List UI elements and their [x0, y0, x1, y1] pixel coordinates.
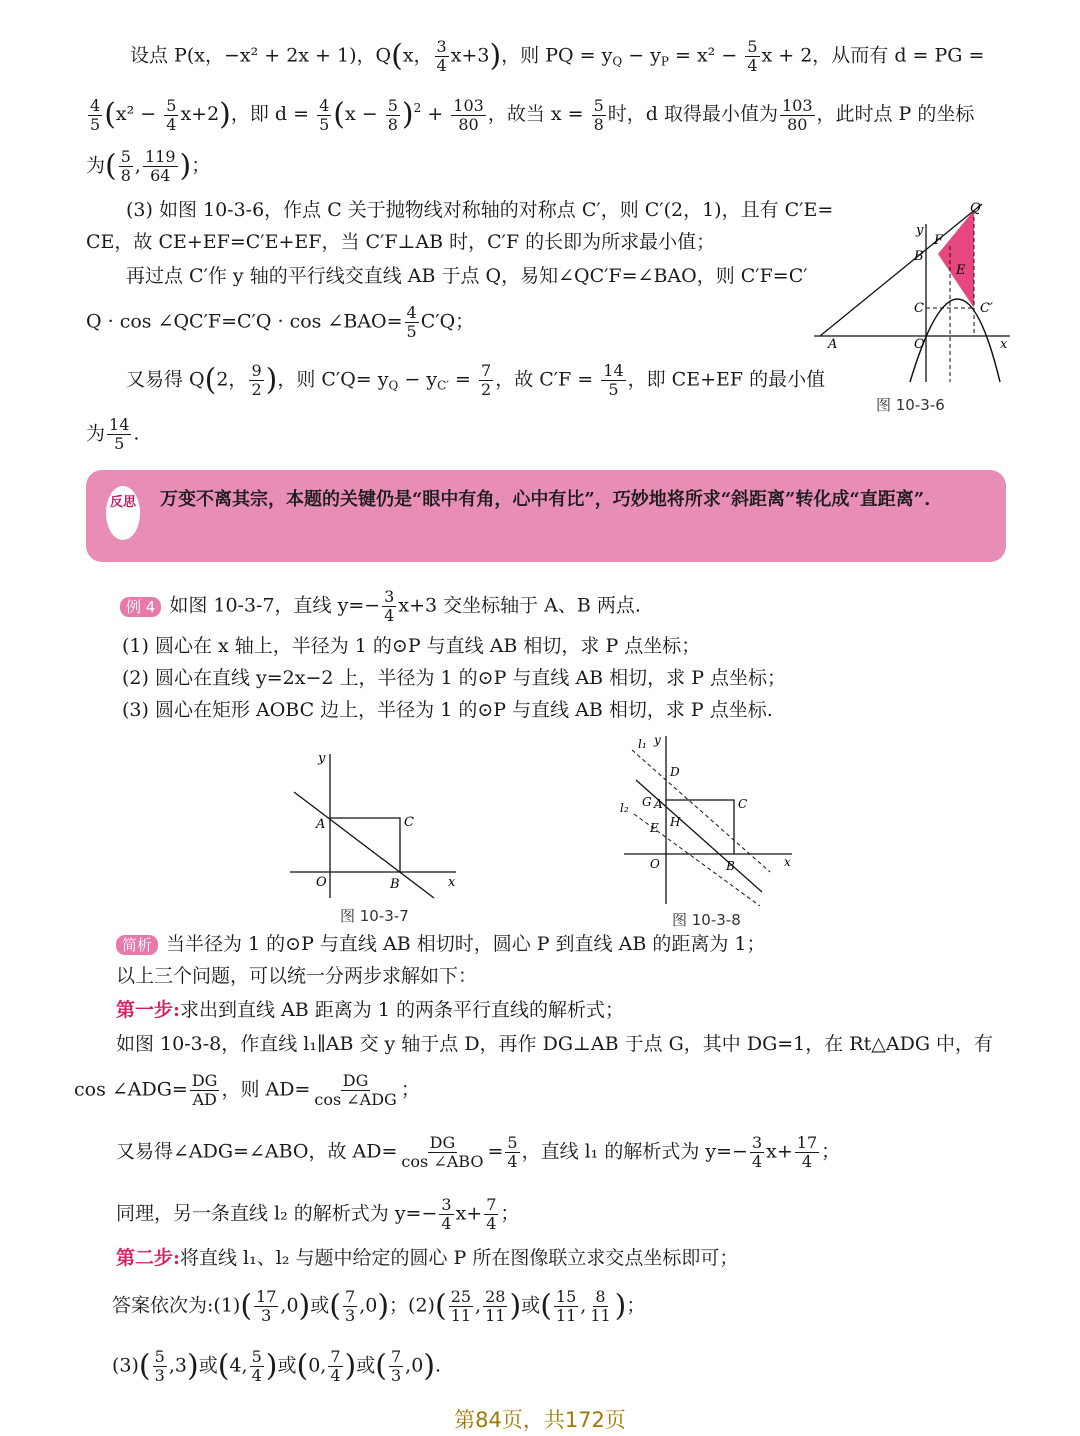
example-intro [120, 588, 641, 625]
label-c: C [738, 797, 748, 811]
fraction: $\frac{4}{5}$ [406, 303, 417, 341]
fraction: $\frac{5}{4}$ [251, 1347, 262, 1385]
label-l2: l₂ [620, 801, 629, 815]
solution-line-4: (3) 如图 10-3-6，作点 C 关于抛物线对称轴的对称点 C′，则 C′(2，1)，且有 C′E= [126, 199, 834, 221]
label-e: E [956, 263, 966, 278]
label-c: C [914, 301, 924, 316]
solution-line-1: 设点 P(x，−x² + 2x + 1)，Q(x， $\frac{3}{4}$ x+3)，则 PQ = $y_Q - y_P = x^2$ − $\frac{5}{4}$ x + 2，从而有 d = PG = [130, 37, 985, 75]
example-badge: 例 4 [120, 597, 161, 617]
fraction: $\frac{7}{4}$ [330, 1347, 341, 1385]
text: 或 [521, 1294, 541, 1317]
label-l1: l₁ [638, 737, 647, 751]
fraction: $\frac{9}{2}$ [251, 361, 262, 399]
text: 又易得∠ADG=∠ABO，故 AD= [116, 1140, 398, 1163]
solution-line-9 [86, 416, 139, 453]
text: 2， [216, 368, 248, 391]
fraction: $\frac{DG}{AD}$ [191, 1071, 218, 1109]
fraction: $\frac{7}{3}$ [345, 1287, 356, 1325]
label-x: x [784, 855, 791, 869]
text: 当半径为 1 的⊙P 与直线 AB 相切时，圆心 P 到直线 AB 的距离为 1； [166, 933, 766, 955]
fraction: $\frac{14}{5}$ [603, 361, 624, 399]
solution-line-3: 为( $\frac{5}{8}$ , $\frac{119}{64}$ )； [86, 147, 211, 185]
text: ，则 C′Q= y [277, 368, 389, 391]
label-q: Q [970, 201, 981, 216]
fraction: $\frac{5}{4}$ [507, 1133, 518, 1171]
step-2 [116, 1246, 738, 1270]
label-e: E [650, 821, 659, 835]
page-footer: 第84页，共172页 [454, 1408, 626, 1432]
figure-10-3-6 [810, 196, 1020, 386]
fraction: DG cos ∠ABO [401, 1133, 484, 1171]
label-a: A [828, 337, 838, 352]
label-y: y [654, 733, 661, 747]
text: 或 [310, 1294, 330, 1317]
figure-10-3-8 [612, 730, 802, 906]
label-o: O [914, 337, 925, 352]
text: ，即 CE+EF 的最小值 [627, 368, 826, 391]
label-x: x [1000, 337, 1008, 352]
solution-line-5: CE，故 CE+EF=C′E+EF，当 C′F⊥AB 时，C′F 的长即为所求最小值； [86, 231, 716, 253]
solution-line-2: $\frac{4}{5}$ (x² − $\frac{5}{4}$ x+2)，即 d = $\frac{4}{5}$ (x − $\frac{5}{8}$ )$^2$ + $\frac{103}{80}$ ，故当 x = $\frac{5}{8}$ 时，d 取得最小值为 $\frac{103}{80}$ ，此时点 P 的坐标 [90, 95, 975, 134]
label-c-prime: C′ [980, 301, 993, 316]
label-c: C [404, 815, 414, 830]
solution-line [74, 1072, 420, 1109]
text: ； [626, 1294, 646, 1317]
text: 将直线 l₁、l₂ 与题中给定的圆心 P 所在图像联立求交点坐标即可； [180, 1247, 739, 1269]
text: x+3 [450, 44, 490, 67]
figure-10-3-7 [286, 748, 466, 900]
fraction: $\frac{3}{4}$ [436, 37, 447, 75]
fraction: $\frac{5}{8}$ [120, 147, 131, 185]
label-a: A [654, 797, 663, 811]
fraction: $\frac{7}{2}$ [481, 361, 492, 399]
text: 或 [277, 1354, 297, 1377]
text: cos ∠ADG= [74, 1078, 188, 1101]
text: 如图 10-3-7，直线 y=− [169, 594, 381, 617]
fraction: $\frac{5}{4}$ [166, 95, 177, 134]
fraction: $\frac{17}{4}$ [796, 1133, 818, 1171]
answer-line-1: 答案依次为:(1)( $\frac{17}{3}$ ,0)或( $\frac{7}{3}$ ,0)；(2)( $\frac{25}{11}$ , $\frac{28}{11}$ )或( $\frac{15}{11}$ , $\frac{8}{11}$ )； [112, 1287, 646, 1325]
fraction: $\frac{17}{3}$ [256, 1287, 277, 1325]
text: Q · cos ∠QC′F=C′Q · cos ∠BAO= [86, 310, 403, 333]
text: − y [622, 44, 661, 67]
fraction: $\frac{103}{80}$ [781, 95, 813, 134]
text: 求出到直线 AB 距离为 1 的两条平行直线的解析式； [180, 999, 624, 1021]
text: ； [500, 1202, 520, 1225]
text: ，则 AD= [221, 1078, 311, 1101]
figure-caption: 图 10-3-6 [876, 396, 945, 414]
text: 或 [198, 1354, 218, 1377]
fraction: $\frac{7}{3}$ [390, 1347, 402, 1385]
text: x+3 交坐标轴于 A、B 两点. [398, 594, 641, 617]
label-a: A [316, 817, 326, 832]
text: 为 [86, 422, 106, 445]
text: 同理，另一条直线 l₂ 的解析式为 y=− [116, 1202, 438, 1225]
label-y: y [318, 751, 326, 766]
fraction: $\frac{103}{80}$ [453, 95, 484, 134]
fraction: $\frac{7}{4}$ [486, 1195, 497, 1233]
text: ，故当 x = [487, 103, 590, 125]
text: = [449, 368, 477, 391]
text: ，故 C′F = [495, 368, 600, 391]
text: 又易得 Q [126, 368, 205, 391]
fraction: $\frac{14}{5}$ [109, 415, 130, 453]
text: x+ [455, 1202, 483, 1225]
reflection-box [86, 470, 1006, 562]
text: 为 [86, 154, 106, 177]
text: (3) [112, 1354, 139, 1377]
fraction: $\frac{15}{11}$ [555, 1287, 577, 1325]
solution-line: 如图 10-3-8，作直线 l₁∥AB 交 y 轴于点 D，再作 DG⊥AB 于点 G，其中 DG=1，在 Rt△ADG 中，有 [116, 1033, 994, 1055]
fraction: $\frac{5}{3}$ [154, 1347, 165, 1385]
text: 时，d 取得最小值为 [607, 103, 778, 125]
figure-caption: 图 10-3-8 [672, 911, 741, 929]
text: . [435, 1354, 442, 1377]
text: x − [345, 103, 384, 125]
label-f: F [934, 233, 944, 248]
solution-line: 以上三个问题，可以统一分两步求解如下： [116, 965, 478, 987]
text: 或 [356, 1354, 376, 1377]
label-x: x [448, 875, 456, 890]
text: − y [398, 368, 438, 391]
solution-line-6: 再过点 C′作 y 轴的平行线交直线 AB 于点 Q，易知∠QC′F=∠BAO，则 C′F=C′ [126, 265, 808, 287]
text: ，此时点 P 的坐标 [816, 103, 975, 125]
label-b: B [390, 877, 400, 892]
fraction: $\frac{119}{64}$ [144, 147, 176, 185]
question-3: (3) 圆心在矩形 AOBC 边上，半径为 1 的⊙P 与直线 AB 相切，求 P 点坐标. [122, 699, 773, 721]
text: C′Q； [420, 310, 475, 333]
fraction: DG cos ∠ADG [314, 1071, 397, 1109]
fraction: $\frac{3}{4}$ [441, 1195, 452, 1233]
text: ； [400, 1078, 420, 1101]
solution-line-8: 又易得 Q(2， $\frac{9}{2}$ )，则 $C'Q= y_Q - y_{C'}$ = $\frac{7}{2}$ ，故 C′F = $\frac{14}{5}$ ，即 CE+EF 的最小值 [126, 361, 826, 399]
text: x+2 [180, 103, 220, 125]
text: ，直线 l₁ 的解析式为 y=− [521, 1140, 748, 1163]
text: 设点 P(x，−x² + 2x + 1)，Q [130, 44, 392, 67]
fraction: $\frac{25}{11}$ [450, 1287, 472, 1325]
reflection-text: 万变不离其宗，本题的关键仍是“眼中有角，心中有比”，巧妙地将所求“斜距离”转化成“直距离”. [160, 489, 931, 510]
fraction: $\frac{8}{11}$ [590, 1287, 611, 1325]
label-b: B [726, 859, 735, 873]
fraction: $\frac{28}{11}$ [485, 1287, 506, 1325]
fraction: $\frac{5}{4}$ [747, 37, 758, 75]
fraction: $\frac{5}{8}$ [387, 95, 398, 134]
solution-line [116, 1134, 840, 1171]
text: ； [821, 1140, 841, 1163]
question-2: (2) 圆心在直线 y=2x−2 上，半径为 1 的⊙P 与直线 AB 相切，求 P 点坐标； [122, 667, 787, 689]
text: . [133, 422, 140, 445]
text: x， [402, 44, 433, 67]
reflection-tag: 反思 [106, 486, 140, 540]
step-label: 第一步: [116, 999, 181, 1021]
solution-badge: 简析 [116, 935, 158, 955]
text: = [487, 1140, 504, 1163]
fraction: $\frac{4}{5}$ [319, 95, 330, 134]
solution-line-7 [86, 304, 474, 341]
text: + [421, 103, 450, 125]
fraction: $\frac{4}{5}$ [90, 95, 101, 134]
answer-line-2: (3)( $\frac{5}{3}$ ,3)或(4, $\frac{5}{4}$ )或(0, $\frac{7}{4}$ )或( $\frac{7}{3}$ ,0). [112, 1347, 442, 1385]
text: x+ [766, 1140, 793, 1163]
text: x² − [115, 103, 163, 125]
line-ab [294, 792, 434, 898]
step-label: 第二步: [116, 1247, 181, 1269]
text: = x² − [668, 44, 744, 67]
fraction: $\frac{3}{4}$ [384, 587, 395, 625]
label-o: O [316, 875, 327, 890]
fraction: $\frac{3}{4}$ [751, 1133, 763, 1171]
question-1: (1) 圆心在 x 轴上，半径为 1 的⊙P 与直线 AB 相切，求 P 点坐标； [122, 635, 701, 657]
text: ，即 d = [230, 103, 316, 125]
label-o: O [650, 857, 660, 871]
label-g: G [642, 795, 652, 809]
text: 答案依次为:(1) [112, 1294, 241, 1317]
solution-line [116, 1196, 519, 1233]
figure-caption: 图 10-3-7 [340, 907, 409, 925]
text: ，则 PQ = y [501, 44, 613, 67]
label-b: B [914, 249, 924, 264]
label-h: H [670, 815, 681, 829]
solution-intro [116, 932, 765, 956]
label-y: y [916, 223, 924, 238]
step-1 [116, 998, 624, 1022]
label-d: D [670, 765, 680, 779]
text: x + 2，从而有 d = PG = [761, 44, 985, 67]
fraction: $\frac{5}{8}$ [593, 95, 604, 134]
text: ；(2) [389, 1294, 435, 1317]
text: ； [191, 154, 211, 177]
